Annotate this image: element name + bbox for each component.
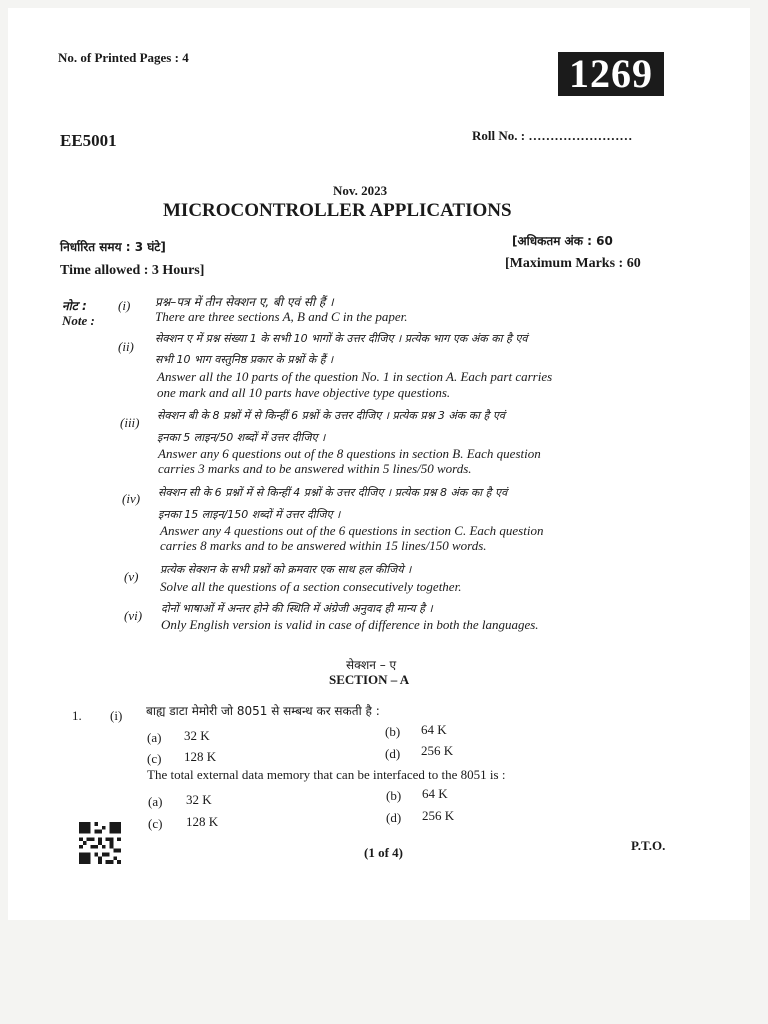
note-label-hi: नोट : <box>62 299 87 313</box>
option-label: (d) <box>386 810 402 825</box>
exam-title: MICROCONTROLLER APPLICATIONS <box>163 200 512 221</box>
note-item-hi: सेक्शन बी के 8 प्रश्नों में से किन्हीं 6 प्रश्नों के उत्तर दीजिए । प्रत्येक प्रश्न 3 अंक का है एवं <box>157 409 506 422</box>
question-part: (i) <box>110 708 123 723</box>
section-title-hi: सेक्शन – ए <box>346 658 397 672</box>
time-allowed-hi: निर्धारित समय : 3 घंटे] <box>60 240 166 254</box>
note-item-num: (vi) <box>124 608 143 623</box>
time-allowed-en: Time allowed : 3 Hours] <box>60 263 205 278</box>
note-item-hi: सभी 10 भाग वस्तुनिष्ठ प्रकार के प्रश्नों के हैं । <box>155 353 334 366</box>
note-item-en: Only English version is valid in case of difference in both the languages. <box>161 617 539 632</box>
note-item-en: There are three sections A, B and C in the paper. <box>155 309 408 324</box>
question-text-en: The total external data memory that can be interfaced to the 8051 is : <box>147 767 506 782</box>
option-label: (b) <box>386 788 402 803</box>
max-marks-en: [Maximum Marks : 60 <box>505 256 641 271</box>
section-title-en: SECTION – A <box>329 672 410 687</box>
page-number: (1 of 4) <box>364 845 403 860</box>
option-label: (c) <box>148 816 163 831</box>
option-value: 128 K <box>186 814 219 829</box>
note-item-en: Answer all the 10 parts of the question No. 1 in section A. Each part carries <box>157 369 553 384</box>
roll-no: Roll No. : …………………… <box>472 128 633 143</box>
option-label: (a) <box>147 730 162 745</box>
note-item-en: Answer any 4 questions out of the 6 questions in section C. Each question <box>160 523 544 538</box>
note-item-num: (i) <box>118 298 131 313</box>
note-item-num: (iv) <box>122 491 141 506</box>
note-item-num: (v) <box>124 569 139 584</box>
note-item-num: (ii) <box>118 339 134 354</box>
note-item-num: (iii) <box>120 415 140 430</box>
note-label-en: Note : <box>62 313 95 328</box>
option-value: 256 K <box>422 808 455 823</box>
option-label: (a) <box>148 794 163 809</box>
option-value: 128 K <box>184 749 217 764</box>
course-code: EE5001 <box>60 131 117 150</box>
note-item-hi: इनका 15 लाइन/150 शब्दों में उत्तर दीजिए । <box>158 508 341 521</box>
option-label: (b) <box>385 724 401 739</box>
note-item-hi: दोनों भाषाओं में अन्तर होने की स्थिति में अंग्रेजी अनुवाद ही मान्य है । <box>161 602 433 615</box>
question-text-hi: बाह्य डाटा मेमोरी जो 8051 से सम्बन्ध कर सकती है : <box>146 704 380 718</box>
note-item-hi: प्रत्येक सेक्शन के सभी प्रश्नों को क्रमवार एक साथ हल कीजिये । <box>160 563 412 576</box>
note-item-en: Answer any 6 questions out of the 8 questions in section B. Each question <box>158 446 541 461</box>
qr-code-icon <box>78 822 122 864</box>
note-item-hi: सेक्शन ए में प्रश्न संख्या 1 के सभी 10 भागों के उत्तर दीजिए । प्रत्येक भाग एक अंक का है एवं <box>155 332 528 345</box>
option-value: 256 K <box>421 743 454 758</box>
option-value: 32 K <box>186 792 212 807</box>
note-item-en: one mark and all 10 parts have objective type questions. <box>157 385 451 400</box>
max-marks-hi: [अधिकतम अंक : 60 <box>512 234 613 248</box>
option-value: 32 K <box>184 728 210 743</box>
note-item-hi: प्रश्न–पत्र में तीन सेक्शन ए, बी एवं सी हैं । <box>155 295 334 309</box>
note-item-hi: सेक्शन सी के 6 प्रश्नों में से किन्हीं 4 प्रश्नों के उत्तर दीजिए । प्रत्येक प्रश्न 8 अंक का है एवं <box>158 486 508 499</box>
printed-pages: No. of Printed Pages : 4 <box>58 50 189 65</box>
question-number: 1. <box>72 708 82 723</box>
paper-code-number: 1269 <box>558 52 664 96</box>
option-label: (c) <box>147 751 162 766</box>
option-label: (d) <box>385 746 401 761</box>
option-value: 64 K <box>421 722 447 737</box>
pto-label: P.T.O. <box>631 838 666 853</box>
note-item-hi: इनका 5 लाइन/50 शब्दों में उत्तर दीजिए । <box>157 431 326 444</box>
exam-session: Nov. 2023 <box>333 183 388 198</box>
note-item-en: Solve all the questions of a section consecutively together. <box>160 579 462 594</box>
note-item-en: carries 3 marks and to be answered within 5 lines/50 words. <box>158 461 472 476</box>
option-value: 64 K <box>422 786 448 801</box>
note-item-en: carries 8 marks and to be answered within 15 lines/150 words. <box>160 538 487 553</box>
